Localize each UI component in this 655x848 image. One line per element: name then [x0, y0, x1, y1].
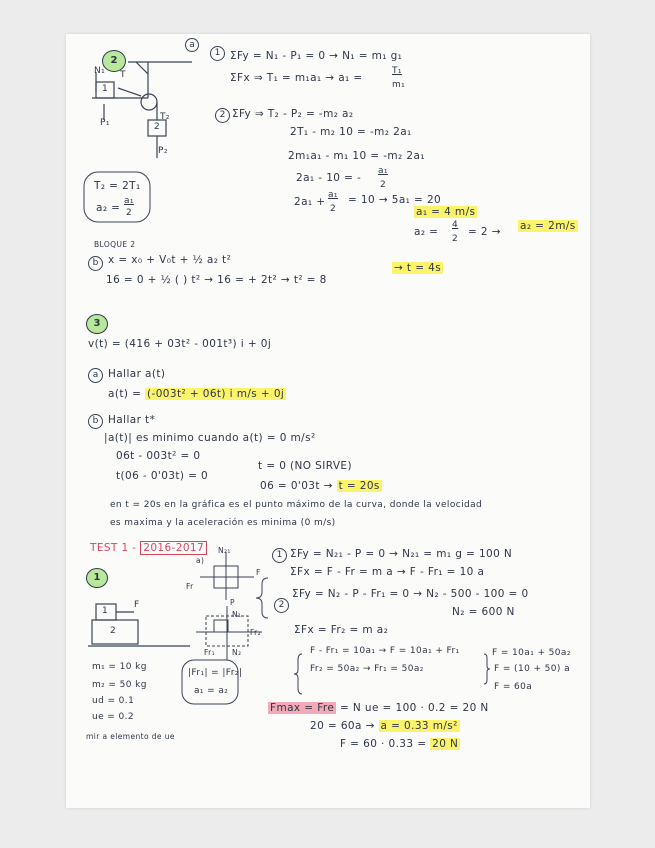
eq-line-8-num: 4	[452, 220, 459, 230]
box-eq-2-num: a₁	[124, 196, 134, 206]
test-box-eq-1: |Fr₁| = |Fr₂|	[188, 668, 243, 678]
result-a1	[414, 206, 477, 218]
test-title-text: TEST 1 -	[90, 542, 137, 554]
result-t	[392, 262, 443, 274]
mass-2: m₂ = 50 kg	[92, 680, 147, 690]
box-eq-1: T₂ = 2T₁	[94, 180, 141, 192]
p3-part-b-marker: b	[88, 414, 103, 429]
fbd-f-label: F	[256, 568, 261, 577]
step-2-marker: 2	[215, 108, 230, 123]
fbd-figure	[196, 552, 262, 660]
p3-a-eq-pre: a(t) =	[108, 388, 142, 400]
eq-line-3: ΣFy ⇒ T₂ - P₂ = -m₂ a₂	[232, 108, 354, 120]
diagram-block1-label: 1	[102, 84, 109, 94]
step-1-marker: 1	[210, 46, 225, 61]
test-note: mir a elemento de ue	[86, 732, 175, 741]
fbd-fr-label: Fr	[186, 582, 194, 591]
eq-line-5: 2m₁a₁ - m₁ 10 = -m₂ 2a₁	[288, 150, 425, 162]
test-eq-10	[310, 720, 460, 732]
test-step-1-marker: 1	[272, 548, 287, 563]
test-1-badge: 1	[86, 568, 108, 588]
test-eq-4: ΣFx = Fr₂ = m a₂	[294, 624, 389, 636]
fbd-fr1-label: Fr₁	[204, 648, 216, 657]
eq-line-4: 2T₁ - m₂ 10 = -m₂ 2a₁	[290, 126, 412, 138]
test-eq-5: F - Fr₁ = 10a₁ → F = 10a₁ + Fr₁	[310, 646, 460, 656]
system-brace	[294, 654, 302, 694]
fbd-fr2-label: Fr₂	[250, 628, 262, 637]
test-year: 2016-2017	[140, 541, 207, 555]
p3-result-t: t = 20s	[338, 480, 380, 492]
problem-2-badge: 2	[102, 50, 126, 72]
test-eq-3: ΣFy = N₂ - P - Fr₁ = 0 → N₂ - 500 - 100 = 0	[292, 588, 529, 600]
fbd-p-label: P	[230, 598, 235, 607]
fbd-n2-label: N₂	[232, 648, 242, 657]
test-eq-11-pre: F = 60 · 0.33 =	[340, 738, 427, 750]
p3-a-result: (-003t² + 06t) i m/s + 0j	[147, 388, 285, 400]
diagram-n1-label: N₁	[94, 66, 106, 76]
test-box-eq-2: a₁ = a₂	[194, 686, 229, 696]
p3-case-1: t = 0 (NO SIRVE)	[258, 460, 352, 472]
test-relation-box	[182, 660, 238, 704]
fmax-rest: = N ue = 100 · 0.2 = 20 N	[339, 702, 489, 714]
p3-b-line3: t(06 - 0'03t) = 0	[116, 470, 209, 482]
box-eq-2: a₂ =	[96, 202, 121, 214]
mass-1: m₁ = 10 kg	[92, 662, 147, 672]
test-eq-11	[340, 738, 460, 750]
eq-line-2-den: m₁	[392, 80, 406, 90]
fbd-a-label: a)	[196, 556, 205, 565]
fmax-highlight: Fmax = Fre	[270, 702, 335, 714]
b-eq-2: 16 = 0 + ½ ( ) t² → 16 = + 2t² → t² = 8	[106, 274, 327, 286]
diagram-block2-label: 2	[154, 122, 161, 132]
eq-line-7b: = 10 → 5a₁ = 20	[348, 194, 442, 206]
p3-a-label: Hallar a(t)	[108, 368, 166, 380]
part-b-marker: b	[88, 256, 103, 271]
eq-line-2-num: T₁	[392, 66, 402, 76]
eq-line-6-num: a₁	[378, 166, 388, 176]
eq-line-8: a₂ =	[414, 226, 439, 238]
p3-conclusion-1: en t = 20s en la gráfica es el punto máximo de la curva, donde la velocidad	[110, 500, 483, 510]
problem-3-badge: 3	[86, 314, 108, 334]
test-eq-3b: N₂ = 600 N	[452, 606, 515, 618]
test-eq-1: ΣFy = N₂₁ - P = 0 → N₂₁ = m₁ g = 100 N	[290, 548, 513, 560]
fig-block1-label: 1	[102, 606, 109, 616]
fbd-n21-label: N₂₁	[218, 546, 231, 555]
test-result-a: a = 0.33 m/s²	[380, 720, 458, 732]
p3-conclusion-2: es maxima y la aceleración es minima (0 m/s)	[110, 518, 336, 528]
p3-b-line1: |a(t)| es minimo cuando a(t) = 0 m/s²	[104, 432, 316, 444]
eq-line-1: ΣFy = N₁ - P₁ = 0 → N₁ = m₁ g₁	[230, 50, 403, 62]
p3-case-2-text: 06 = 0'03t →	[260, 480, 333, 492]
result-a1-highlight: a₁ = 4 m/s	[416, 206, 476, 218]
box-eq-2-den: 2	[126, 208, 133, 218]
fmax-line	[268, 702, 489, 714]
mu-d: ud = 0.1	[92, 696, 135, 706]
cases-brace	[256, 578, 268, 618]
diagram-t2-label: T₂	[160, 112, 170, 122]
system-brace-right	[484, 654, 490, 684]
diagram-t-label: T	[120, 70, 126, 80]
test-eq-9: F = 60a	[494, 682, 533, 692]
p3-case-2	[260, 480, 382, 492]
eq-line-2: ΣFx ⇒ T₁ = m₁a₁ → a₁ =	[230, 72, 363, 84]
fig-block2-label: 2	[110, 626, 117, 636]
p3-a-eq	[108, 388, 286, 400]
result-a2-highlight: a₂ = 2m/s	[520, 220, 576, 232]
eq-line-7-den: 2	[330, 204, 337, 214]
eq-line-7-num: a₁	[328, 190, 338, 200]
test-eq-8: F = (10 + 50) a	[494, 664, 571, 674]
result-t-highlight: → t = 4s	[394, 262, 442, 274]
pulley-diagram	[92, 62, 192, 158]
part-a-marker: a	[185, 38, 199, 52]
diagram-p2-label: P₂	[158, 146, 168, 156]
test-step-2-marker: 2	[274, 598, 289, 613]
result-a2	[518, 220, 578, 232]
test-title	[90, 542, 207, 554]
test-eq-10-pre: 20 = 60a →	[310, 720, 375, 732]
p3-b-label: Hallar t*	[108, 414, 156, 426]
mu-e: ue = 0.2	[92, 712, 135, 722]
test-result-f: 20 N	[432, 738, 459, 750]
b-eq-1: x = x₀ + V₀t + ½ a₂ t²	[108, 254, 232, 266]
eq-line-6-den: 2	[380, 180, 387, 190]
fbd-n1-label: N₁	[232, 610, 242, 619]
test-eq-7: F = 10a₁ + 50a₂	[492, 648, 571, 658]
eq-line-7a: 2a₁ +	[294, 196, 326, 208]
test-eq-6: Fr₂ = 50a₂ → Fr₁ = 50a₂	[310, 664, 424, 674]
fig-f-label: F	[134, 600, 140, 610]
p3-b-line2: 06t - 003t² = 0	[116, 450, 201, 462]
bloque-label: BLOQUE 2	[94, 240, 136, 249]
eq-line-8b: = 2 →	[468, 226, 501, 238]
eq-line-8-den: 2	[452, 234, 459, 244]
velocity-eq: v(t) = (416 + 03t² - 001t³) i + 0j	[88, 338, 272, 350]
test-eq-2: ΣFx = F - Fr = m a → F - Fr₁ = 10 a	[290, 566, 485, 578]
eq-line-6: 2a₁ - 10 = -	[296, 172, 362, 184]
diagram-p1-label: P₁	[100, 118, 110, 128]
p3-part-a-marker: a	[88, 368, 103, 383]
